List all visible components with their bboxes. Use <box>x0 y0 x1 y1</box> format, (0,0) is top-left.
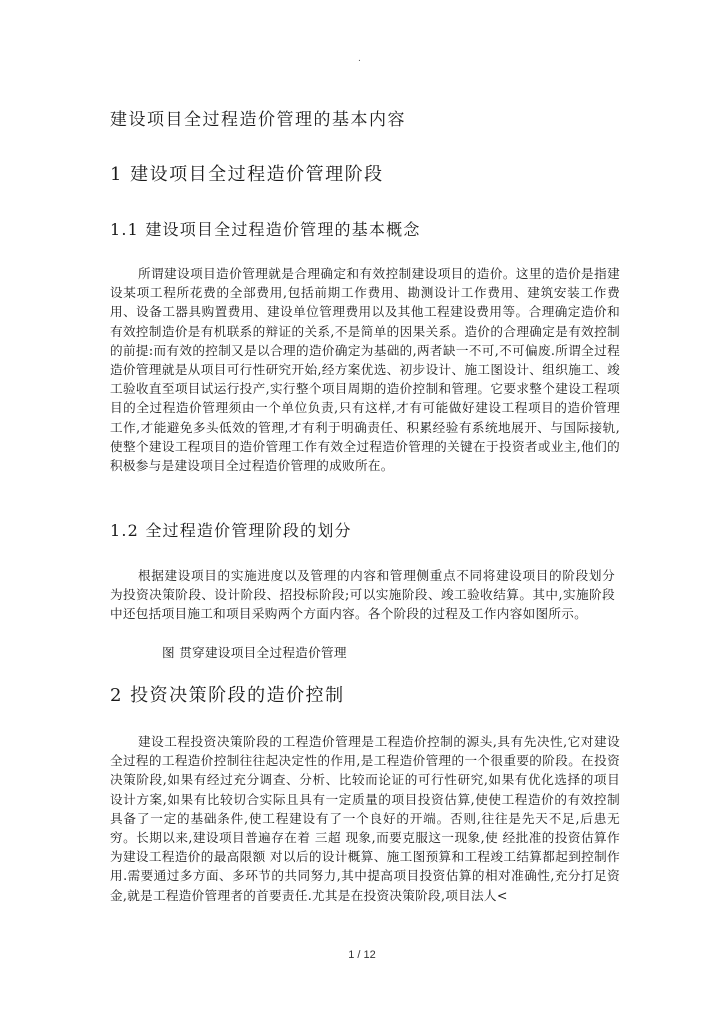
document-title: 建设项目全过程造价管理的基本内容 <box>110 110 406 130</box>
page-number: 1 / 12 <box>348 949 376 961</box>
section-1-heading: 1 建设项目全过程造价管理阶段 <box>110 164 384 185</box>
section-2-heading: 2 投资决策阶段的造价控制 <box>110 685 345 706</box>
section-1-2-paragraph: 根据建设项目的实施进度以及管理的内容和管理侧重点不同将建设项目的阶段划分为投资决策阶段、设计阶段、招投标阶段;可以实施阶段、竣工验收结算。其中,实施阶段中还包括项目施工和项目采购两个方面内容。各个阶段的过程及工作内容如图所示。 <box>110 568 615 622</box>
figure-caption: 图 贯穿建设项目全过程造价管理 <box>162 645 347 660</box>
header-mark: . <box>358 54 361 64</box>
section-1-1-paragraph: 所谓建设项目造价管理就是合理确定和有效控制建设项目的造价。这里的造价是指建设某项工程所花费的全部费用,包括前期工作费用、勘测设计工作费用、建筑安装工作费用、设备工器具购置费用、建设单位管理费用以及其他工程建设费用等。合理确定造价和有效控制造价是有机联系的辩证的关系,不是简单的因果关系。造价的合理确定是有效控制的前提:而有效的控制又是以合理的造价确定为基础的,两者缺一不可,不可偏废.所谓全过程造价管理就是从项目可行性研究开始,经方案优选、初步设计、施工图设计、组织施工、竣工验收直至项目试运行投产,实行整个项目周期的造价控制和管理。它要求整个建设工程项目的全过程造价管理须由一个单位负责,只有这样,才有可能做好建设工程项目的造价管理工作,才能避免多头低效的管理,才有利于明确责任、积累经验有系统地展开、与国际接轨,使整个建设工程项目的造价管理工作有效全过程造价管理的关键在于投资者或业主,他们的积极参与是建设项目全过程造价管理的成败所在。 <box>110 266 620 474</box>
section-2-paragraph: 建设工程投资决策阶段的工程造价管理是工程造价控制的源头,具有先决性,它对建设全过程的工程造价控制往往起决定性的作用,是工程造价管理的一个很重要的阶段。在投资决策阶段,如果有经过充分调查、分析、比较而论证的可行性研究,如果有优化选择的项目设计方案,如果有比较切合实际且具有一定质量的项目投资估算,使使工程造价的有效控制具备了一定的基础条件,使工程建设有了一个良好的开端。否则,往往是先天不足,后患无穷。长期以来,建设项目普遍存在着 三超 现象,而要克服这一现象,使 经批准的投资估算作为建设工程造价的最高限额 对以后的设计概算、施工图预算和工程竣工结算都起到控制作用.需要通过多方面、多环节的共同努力,其中提高项目投资估算的相对准确性,充分打足资金,就是工程造价管理者的首要责任.尤其是在投资决策阶段,项目法人< <box>110 734 620 903</box>
section-1-2-heading: 1.2 全过程造价管理阶段的划分 <box>110 521 352 540</box>
section-1-1-heading: 1.1 建设项目全过程造价管理的基本概念 <box>110 220 421 239</box>
